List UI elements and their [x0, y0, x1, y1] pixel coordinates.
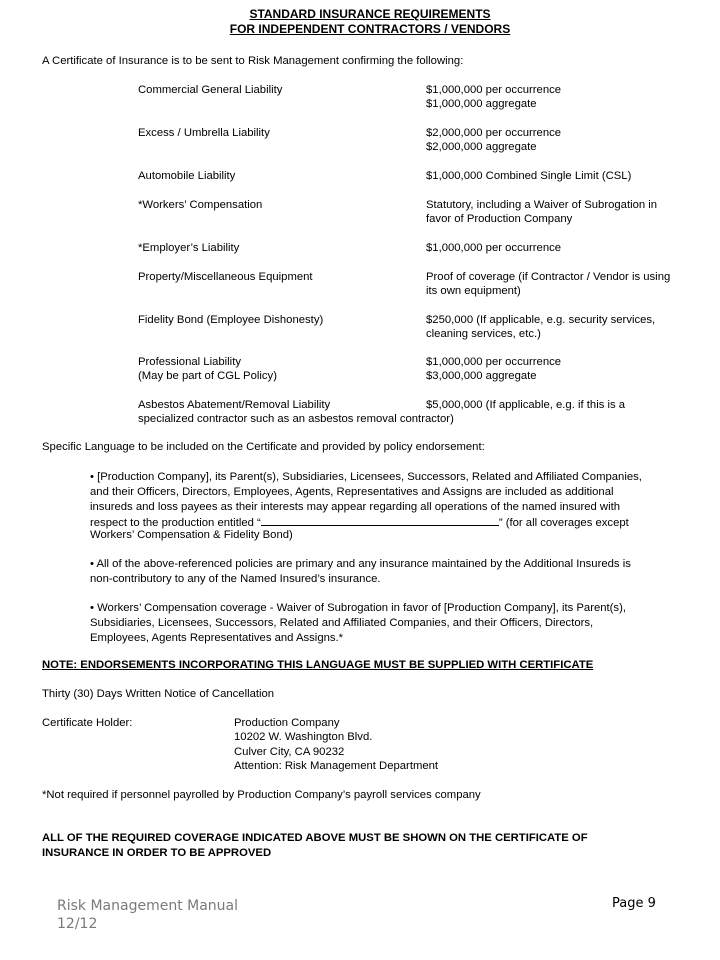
production-title-blank: [261, 514, 499, 526]
endorsement-note: NOTE: ENDORSEMENTS INCORPORATING THIS LANGUAGE MUST BE SUPPLIED WITH CERTIFICATE: [42, 659, 594, 671]
certificate-holder-line: Production Company: [234, 717, 340, 729]
bullet-line: and their Officers, Directors, Employees, Agents, Representatives and Assigns are included as additional: [90, 486, 614, 498]
coverage-name: Fidelity Bond (Employee Dishonesty): [138, 314, 324, 326]
certificate-holder-line: Attention: Risk Management Department: [234, 760, 439, 772]
bullet-line: Subsidiaries, Licensees, Successors, Related and Affiliated Companies, and their Officers, Directors,: [90, 617, 594, 629]
bullet-line: • [Production Company], its Parent(s), Subsidiaries, Licensees, Successors, Related and Affiliated Companies,: [90, 471, 642, 483]
coverage-limit: $2,000,000 per occurrence: [426, 127, 562, 139]
intro-text: A Certificate of Insurance is to be sent to Risk Management confirming the following:: [42, 55, 464, 67]
coverage-limit: $250,000 (If applicable, e.g. security services,: [426, 314, 656, 326]
bullet-line: • All of the above-referenced policies are primary and any insurance maintained by the Additional Insureds is: [90, 558, 631, 570]
document-title-line2: FOR INDEPENDENT CONTRACTORS / VENDORS: [229, 22, 511, 36]
coverage-limit: $1,000,000 per occurrence: [426, 356, 562, 368]
coverage-limit: $1,000,000 aggregate: [426, 98, 537, 110]
closing-statement-line1: ALL OF THE REQUIRED COVERAGE INDICATED ABOVE MUST BE SHOWN ON THE CERTIFICATE OF: [42, 832, 588, 844]
coverage-limit: Statutory, including a Waiver of Subrogation in: [426, 199, 658, 211]
coverage-limit: $1,000,000 per occurrence: [426, 84, 562, 96]
bullet-line: insureds and loss payees as their interests may appear regarding all operations of the named insured with: [90, 501, 620, 513]
coverage-limit: $2,000,000 aggregate: [426, 141, 537, 153]
bullet-text: ” (for all coverages except: [498, 517, 629, 529]
cancellation-notice: Thirty (30) Days Written Notice of Cancellation: [42, 688, 275, 700]
coverage-limit: $5,000,000 (If applicable, e.g. if this is a: [426, 399, 626, 411]
document-title-line1: STANDARD INSURANCE REQUIREMENTS: [249, 7, 491, 21]
coverage-name: Commercial General Liability: [138, 84, 283, 96]
coverage-name: Professional Liability: [138, 356, 241, 368]
coverage-continuation: specialized contractor such as an asbestos removal contractor): [138, 413, 454, 425]
coverage-name: Asbestos Abatement/Removal Liability: [138, 399, 331, 411]
coverage-limit: Proof of coverage (if Contractor / Vendor is using: [426, 271, 671, 283]
closing-statement-line2: INSURANCE IN ORDER TO BE APPROVED: [42, 847, 272, 859]
certificate-holder-line: 10202 W. Washington Blvd.: [234, 731, 373, 743]
bullet-line: • Workers’ Compensation coverage - Waiver of Subrogation in favor of [Production Company], its Parent(s),: [90, 602, 626, 614]
bullet-text: respect to the production entitled “: [90, 517, 261, 529]
certificate-holder-label: Certificate Holder:: [42, 717, 133, 729]
coverage-name: *Workers’ Compensation: [138, 199, 263, 211]
coverage-name: Excess / Umbrella Liability: [138, 127, 270, 139]
footer-manual-title: Risk Management Manual: [57, 898, 239, 914]
footnote: *Not required if personnel payrolled by Production Company’s payroll services company: [42, 789, 481, 801]
coverage-name: Automobile Liability: [138, 170, 236, 182]
coverage-limit: $1,000,000 per occurrence: [426, 242, 562, 254]
page-number: Page 9: [612, 896, 656, 911]
coverage-limit: cleaning services, etc.): [426, 328, 541, 340]
coverage-name: Property/Miscellaneous Equipment: [138, 271, 313, 283]
certificate-holder-line: Culver City, CA 90232: [234, 746, 345, 758]
specific-language-heading: Specific Language to be included on the Certificate and provided by policy endorsement:: [42, 441, 485, 453]
bullet-line: Workers’ Compensation & Fidelity Bond): [90, 529, 293, 541]
coverage-limit: $3,000,000 aggregate: [426, 370, 537, 382]
footer-manual-date: 12/12: [57, 916, 98, 932]
coverage-limit: $1,000,000 Combined Single Limit (CSL): [426, 170, 632, 182]
bullet-line: non-contributory to any of the Named Insured’s insurance.: [90, 573, 381, 585]
coverage-name: (May be part of CGL Policy): [138, 370, 277, 382]
coverage-limit: its own equipment): [426, 285, 521, 297]
coverage-limit: favor of Production Company: [426, 213, 573, 225]
bullet-line: Employees, Agents Representatives and Assigns.*: [90, 632, 344, 644]
coverage-name: *Employer’s Liability: [138, 242, 240, 254]
